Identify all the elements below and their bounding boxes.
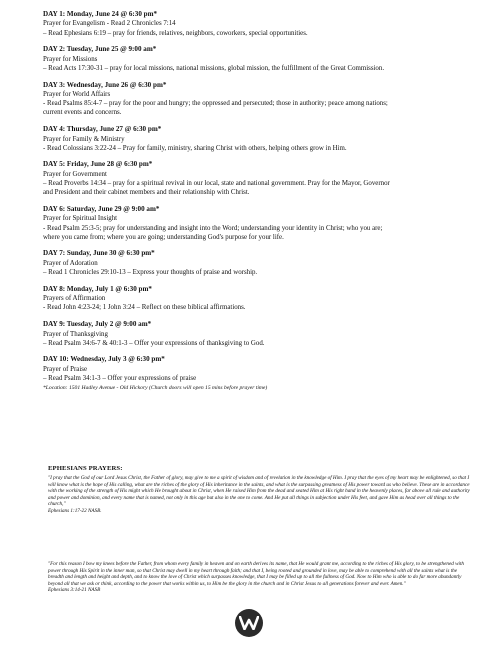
day-line: – Read 1 Chronicles 29:10-13 – Express your thoughts of praise and worship. xyxy=(43,269,258,277)
day-title: DAY 10: Wednesday, July 3 @ 6:30 pm* xyxy=(43,355,165,364)
day-line: - Read Colossians 3:22-24 – Pray for family, ministry, sharing Christ with others, helping others grow in Him. xyxy=(43,144,347,152)
location-note: *Location: 1501 Hadley Avenue - Old Hickory (Church doors will open 15 mins before prayer time) xyxy=(43,384,268,391)
scripture-reference: Ephesians 3:14-21 NASB xyxy=(48,587,101,593)
day-line: Prayer of Thanksgiving xyxy=(43,330,108,338)
day-title: DAY 9: Tuesday, July 2 @ 9:00 am* xyxy=(43,320,152,329)
day-line: – Read Psalm 34:6-7 & 40:1-3 – Offer your expressions of thanksgiving to God. xyxy=(43,339,265,347)
day-8 xyxy=(43,285,475,313)
day-9 xyxy=(43,320,475,348)
prayer-schedule xyxy=(43,10,475,398)
day-line: Prayer for Missions xyxy=(43,55,98,63)
w-logo-icon xyxy=(235,609,263,637)
day-5 xyxy=(43,160,475,197)
day-line: – Read Acts 17:30-31 – pray for local missions, national missions, global mission, the fulfillment of the Great Commission. xyxy=(43,64,385,72)
scripture-reference: Ephesians 1:17-22 NASB. xyxy=(48,507,102,514)
day-line: where you came from; where you are going; understanding God's purpose for your life. xyxy=(43,233,284,241)
day-2 xyxy=(43,45,475,73)
day-title: DAY 8: Monday, July 1 @ 6:30 pm* xyxy=(43,284,152,293)
day-title: DAY 3: Wednesday, June 26 @ 6:30 pm* xyxy=(43,80,167,89)
day-line: current events and concerns. xyxy=(43,109,122,117)
day-line: and President and their cabinet members and their relationship with Christ. xyxy=(43,189,250,197)
day-1 xyxy=(43,10,475,38)
prayer-text: "I pray that the God of our Lord Jesus Christ, the Father of glory, may give to me a spirit of wisdom and of revelation in the knowledge of Him. I pray that the eyes of my heart may be enlightened, so that I will know what is the hope of His calling, what are the riches of the glory of His inheritance in the saints, and what is the surpassing greatness of His power toward us who believe. These are in accordance with the working of the strength of His might which He brought about in Christ, when He raised Him from the dead and seated Him at His right hand in the heavenly places, far above all rule and authority and power and dominion, and every name that is named, not only in this age but also in the one to come. And He put all things in subjection under His feet, and gave Him as head over all things to the church," xyxy=(48,475,470,507)
day-line: Prayer for Spiritual Insight xyxy=(43,215,118,223)
day-10 xyxy=(43,355,475,383)
day-title: DAY 1: Monday, June 24 @ 6:30 pm* xyxy=(43,10,158,18)
day-4 xyxy=(43,125,475,153)
day-line: Prayer for Evangelism - Read 2 Chronicles 7:14 xyxy=(43,20,176,28)
ephesians-prayer-2 xyxy=(48,561,472,594)
day-line: Prayer of Adoration xyxy=(43,259,98,267)
day-title: DAY 2: Tuesday, June 25 @ 9:00 am* xyxy=(43,45,157,54)
day-line: Prayer for Family & Ministry xyxy=(43,135,125,143)
day-6 xyxy=(43,205,475,242)
day-line: – Read Ephesians 6:19 – pray for friends, relatives, neighbors, coworkers, special opportunities. xyxy=(43,29,308,37)
day-line: Prayer for Government xyxy=(43,170,107,178)
w-logo-glyph xyxy=(239,616,259,630)
ephesians-heading: EPHESIANS PRAYERS: xyxy=(48,465,123,472)
day-line: - Read Psalm 25:3-5; pray for understanding and insight into the Word; understanding your identity in Christ; who you are; xyxy=(43,224,383,232)
day-line: – Read Psalm 34:1-3 – Offer your expressions of praise xyxy=(43,375,197,383)
day-line: - Read John 4:23-24; 1 John 3:24 – Reflect on these biblical affirmations. xyxy=(43,304,246,312)
day-title: DAY 4: Thursday, June 27 @ 6:30 pm* xyxy=(43,125,162,134)
day-title: DAY 6: Saturday, June 29 @ 9:00 am* xyxy=(43,204,160,213)
prayer-text: "For this reason I bow my knees before the Father, from whom every family in heaven and on earth derives its name, that He would grant me, according to the riches of His glory, to be strengthened with power through His Spirit in the inner man, so that Christ may dwell in my heart through faith; and that I, being rooted and grounded in love, may be able to comprehend with all the saints what is the breadth and length and height and depth, and to know the love of Christ which surpasses knowledge, that I may be filled up to all the fullness of God. Now to Him who is able to do far more abundantly beyond all that we ask or think, according to the power that works within us, to Him be the glory in the church and in Christ Jesus to all generations forever and ever. Amen." xyxy=(48,561,464,587)
day-line: Prayer of Praise xyxy=(43,365,88,373)
day-3 xyxy=(43,81,475,118)
day-title: DAY 5: Friday, June 28 @ 6:30 pm* xyxy=(43,160,153,169)
day-line: Prayer for World Affairs xyxy=(43,91,111,99)
ephesians-prayer-1 xyxy=(48,475,472,514)
day-title: DAY 7: Sunday, June 30 @ 6:30 pm* xyxy=(43,249,155,258)
day-7 xyxy=(43,249,475,277)
day-line: Prayers of Affirmation xyxy=(43,295,106,303)
day-line: - Read Psalms 85:4-7 – pray for the poor and hungry; the oppressed and persecuted; those in authority; peace among nations; xyxy=(43,100,388,108)
day-line: – Read Proverbs 14:34 – pray for a spiritual revival in our local, state and national government. Pray for the Mayor, Governor xyxy=(43,180,390,188)
